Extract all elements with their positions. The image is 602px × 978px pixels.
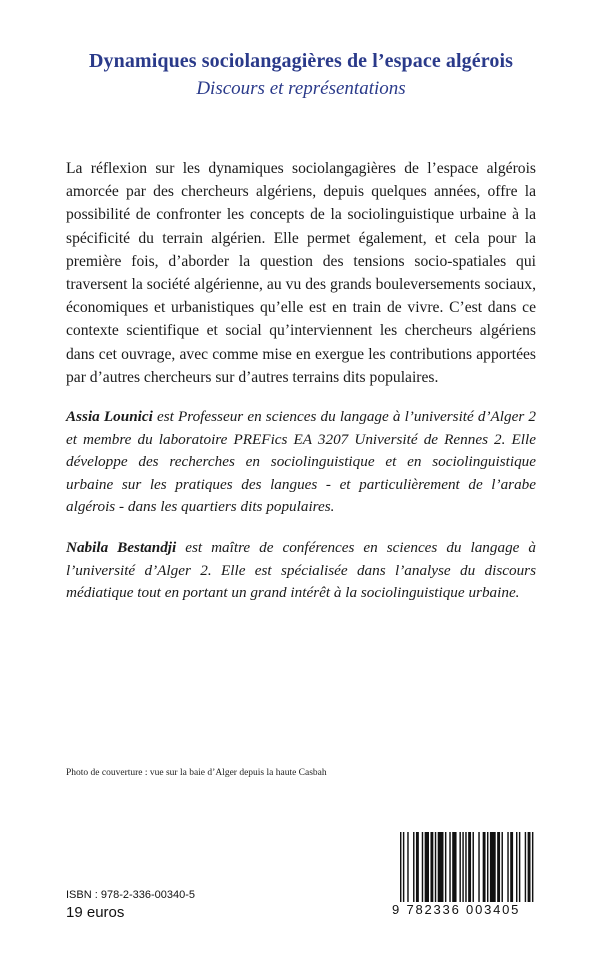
barcode-bar	[452, 832, 456, 902]
author-name: Nabila Bestandji	[66, 539, 177, 556]
author-bio-lounici	[66, 406, 536, 519]
barcode-bar	[430, 832, 433, 902]
barcode-bar	[519, 832, 520, 902]
author-bio-text: est maître de conférences en sciences du langage à l’université d’Alger 2. Elle est spécialisée dans l’analyse du discours médiatique tout en portant un grand intérêt à la sociolinguistique urbaine.	[66, 539, 536, 601]
barcode-bar	[449, 832, 450, 902]
author-name: Assia Lounici	[66, 408, 153, 425]
barcode-bar	[422, 832, 423, 902]
barcode-bar	[473, 832, 474, 902]
book-subtitle: Discours et représentations	[196, 78, 406, 99]
barcode-bar	[416, 832, 419, 902]
barcode-bar	[497, 832, 500, 902]
barcode-digits: 9 782336 003405	[392, 902, 521, 917]
barcode-bar	[516, 832, 517, 902]
barcode-bar	[445, 832, 446, 902]
barcode-bar	[462, 832, 463, 902]
author-bio-bestandji	[66, 537, 536, 605]
barcode-bar	[502, 832, 503, 902]
barcode-bar	[413, 832, 414, 902]
book-title: Dynamiques sociolangagières de l’espace algérois	[88, 50, 514, 72]
isbn: ISBN : 978-2-336-00340-5	[66, 889, 196, 901]
barcode-bar	[407, 832, 408, 902]
barcode-bar	[532, 832, 533, 902]
barcode-bar	[403, 832, 404, 902]
barcode-bar	[435, 832, 436, 902]
barcode-bar	[459, 832, 460, 902]
barcode-bar	[400, 832, 401, 902]
barcode-bar	[425, 832, 429, 902]
barcode-bar	[483, 832, 486, 902]
photo-credit: Photo de couverture : vue sur la baie d’Alger depuis la haute Casbah	[66, 768, 327, 778]
barcode-bar	[507, 832, 508, 902]
price: 19 euros	[66, 904, 125, 921]
barcode-bar	[468, 832, 471, 902]
barcode-bar	[525, 832, 526, 902]
barcode-bar	[490, 832, 496, 902]
book-abstract: La réflexion sur les dynamiques sociolangagières de l’espace algérois amorcée par des chercheurs algériens, depuis quelques années, offre la possibilité de confronter les concepts de la sociolinguistique urbaine à la spécificité du terrain algérien. Elle permet également, et cela pour la première fois, d’aborder la question des tensions socio-spatiales qui traversent la société algérienne, au vu des grands bouleversements sociaux, économiques et urbanistiques qu’elle est en train de vivre. C’est dans ce contexte scientifique et social qu’interviennent les chercheurs algériens dans cet ouvrage, avec comme mise en exergue les contributions apportées par d’autres chercheurs sur d’autres terrains dits populaires.	[66, 160, 536, 386]
barcode-bar	[438, 832, 444, 902]
barcode-bar	[487, 832, 488, 902]
author-bio-text: est Professeur en sciences du langage à l’université d’Alger 2 et membre du laboratoire PREFics EA 3207 Université de Rennes 2. Elle développe des recherches en sociolinguistique et en sociolinguistique urbaine sur les pratiques des langues - et particulièrement de l’arabe algérois - dans les quartiers dits populaires.	[66, 408, 536, 515]
barcode-bar	[510, 832, 513, 902]
barcode-bars	[398, 832, 538, 904]
barcode	[398, 832, 538, 932]
barcode-bar	[465, 832, 466, 902]
barcode-bar	[528, 832, 531, 902]
barcode-bar	[478, 832, 479, 902]
